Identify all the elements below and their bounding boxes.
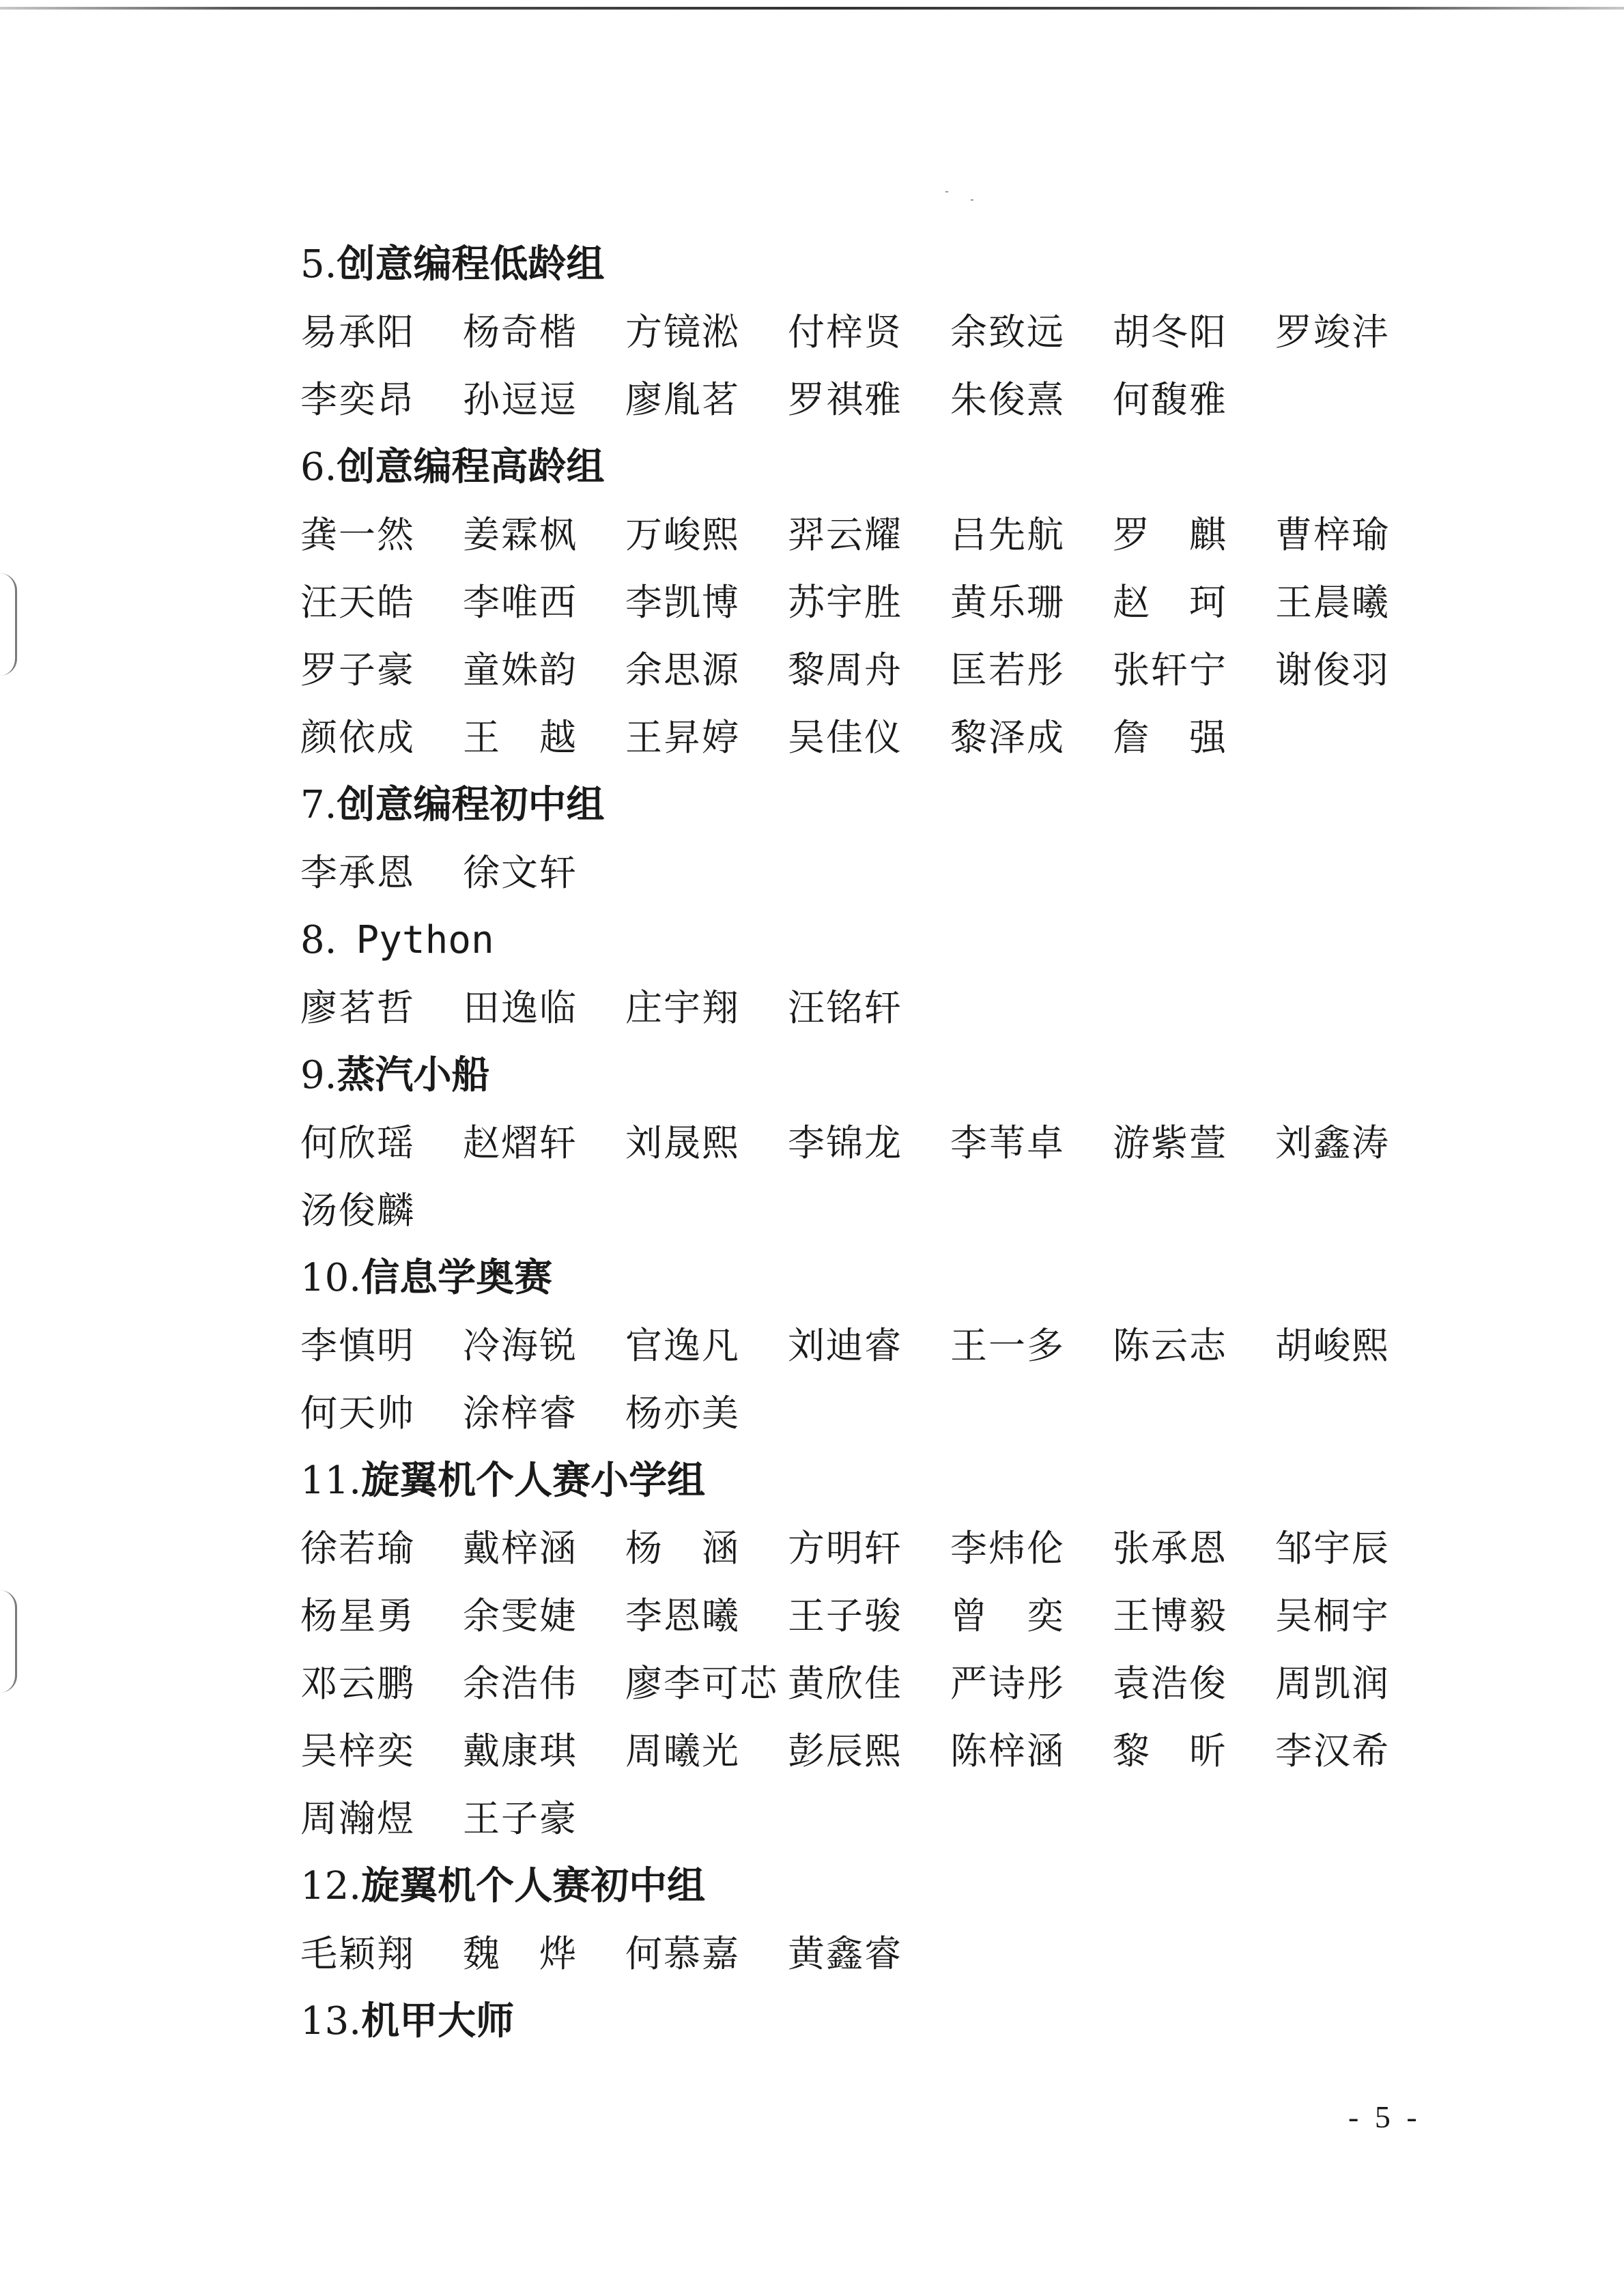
page-number: - 5 -	[1348, 2099, 1421, 2134]
participant-name: 周曦光	[625, 1730, 740, 1773]
name-row	[300, 1391, 1502, 1436]
name-row	[300, 513, 1502, 558]
participant-name: 罗子豪	[300, 648, 415, 691]
participant-name: 何天帅	[300, 1392, 415, 1435]
participant-name: 廖胤茗	[625, 378, 740, 421]
participant-name: 袁浩俊	[1113, 1662, 1227, 1705]
section-number: 8.	[300, 918, 337, 962]
participant-name: 杨亦美	[625, 1392, 740, 1435]
section-heading	[300, 918, 1502, 963]
participant-name: 詹 强	[1113, 716, 1227, 759]
binding-hole-mark-upper	[0, 573, 17, 676]
section-heading	[300, 783, 1502, 828]
participant-name: 严诗彤	[950, 1662, 1065, 1705]
participant-name: 谢俊羽	[1275, 648, 1390, 691]
participant-name: 庄宇翔	[625, 986, 740, 1029]
participant-name: 何慕嘉	[625, 1932, 740, 1975]
participant-name: 王晨曦	[1275, 581, 1390, 624]
participant-name: 何欣瑶	[300, 1121, 415, 1164]
participant-name: 余致远	[950, 311, 1065, 354]
participant-name: 戴康琪	[463, 1730, 578, 1773]
section-heading	[300, 1999, 1502, 2044]
participant-name: 曾 奕	[950, 1594, 1065, 1637]
participant-name: 匡若彤	[950, 648, 1065, 691]
section-heading	[300, 242, 1502, 287]
participant-name: 彭辰熙	[788, 1730, 902, 1773]
section-number: 6.	[300, 445, 337, 489]
participant-name: 廖茗哲	[300, 986, 415, 1029]
section-number: 13.	[300, 1999, 362, 2043]
section-heading	[300, 1053, 1502, 1098]
name-row	[300, 1796, 1502, 1841]
participant-name: 赵 珂	[1113, 581, 1227, 624]
participant-name: 邹宇辰	[1275, 1527, 1390, 1570]
participant-name: 付梓贤	[788, 311, 902, 354]
section-heading	[300, 1459, 1502, 1504]
participant-name: 邓云鹏	[300, 1662, 415, 1705]
section-title: Python	[356, 918, 494, 962]
section-title: 信息学奥赛	[361, 1256, 553, 1300]
participant-name: 李恩曦	[625, 1594, 740, 1637]
participant-name: 李汉希	[1275, 1730, 1390, 1773]
name-row	[300, 377, 1502, 422]
section-title: 创意编程低龄组	[337, 242, 605, 287]
section-number: 11.	[300, 1459, 362, 1503]
participant-name: 羿云耀	[788, 513, 902, 556]
scan-top-edge-line	[0, 7, 1624, 10]
section-heading	[300, 1864, 1502, 1909]
participant-name: 廖李可芯	[625, 1662, 778, 1705]
participant-name: 徐文轩	[463, 851, 578, 894]
participant-name: 黄乐珊	[950, 581, 1065, 624]
name-row	[300, 1526, 1502, 1571]
participant-name: 李锦龙	[788, 1121, 902, 1164]
participant-name: 吴桐宇	[1275, 1594, 1390, 1637]
participant-name: 王昇婷	[625, 716, 740, 759]
participant-name: 余思源	[625, 648, 740, 691]
scan-speck	[971, 199, 973, 201]
participant-name: 李慎明	[300, 1324, 415, 1367]
participant-name: 官逸凡	[625, 1324, 740, 1367]
participant-name: 徐若瑜	[300, 1527, 415, 1570]
participant-name: 刘鑫涛	[1275, 1121, 1390, 1164]
participant-name: 李炜伦	[950, 1527, 1065, 1570]
participant-name: 方明轩	[788, 1527, 902, 1570]
section-title: 旋翼机个人赛小学组	[361, 1459, 706, 1503]
participant-name: 王博毅	[1113, 1594, 1227, 1637]
participant-name: 吴梓奕	[300, 1730, 415, 1773]
participant-name: 孙逗逗	[463, 378, 578, 421]
participant-name: 陈云志	[1113, 1324, 1227, 1367]
section-number: 9.	[300, 1053, 337, 1097]
participant-name: 赵熠轩	[463, 1121, 578, 1164]
participant-name: 苏宇胜	[788, 581, 902, 624]
name-row	[300, 648, 1502, 693]
participant-name: 李承恩	[300, 851, 415, 894]
section-heading	[300, 445, 1502, 490]
participant-name: 余浩伟	[463, 1662, 578, 1705]
participant-name: 陈梓涵	[950, 1730, 1065, 1773]
participant-name: 童姝韵	[463, 648, 578, 691]
name-row	[300, 1188, 1502, 1233]
participant-name: 周瀚煜	[300, 1797, 415, 1840]
section-heading	[300, 1256, 1502, 1301]
participant-name: 杨奇楷	[463, 311, 578, 354]
section-title: 旋翼机个人赛初中组	[361, 1864, 706, 1908]
participant-name: 王子骏	[788, 1594, 902, 1637]
name-row	[300, 1323, 1502, 1368]
participant-name: 黄欣佳	[788, 1662, 902, 1705]
participant-name: 李奕昂	[300, 378, 415, 421]
participant-name: 姜霖枫	[463, 513, 578, 556]
participant-name: 胡峻熙	[1275, 1324, 1390, 1367]
participant-name: 易承阳	[300, 311, 415, 354]
participant-name: 黎泽成	[950, 716, 1065, 759]
participant-name: 王 越	[463, 716, 578, 759]
participant-name: 魏 烨	[463, 1932, 578, 1975]
participant-name: 余雯婕	[463, 1594, 578, 1637]
participant-name: 王一多	[950, 1324, 1065, 1367]
participant-name: 何馥雅	[1113, 378, 1227, 421]
participant-name: 方镜淞	[625, 311, 740, 354]
section-title: 创意编程初中组	[337, 783, 605, 827]
participant-name: 颜依成	[300, 716, 415, 759]
participant-name: 李苇卓	[950, 1121, 1065, 1164]
participant-name: 万峻熙	[625, 513, 740, 556]
participant-name: 龚一然	[300, 513, 415, 556]
section-number: 7.	[300, 783, 337, 827]
section-number: 12.	[300, 1864, 362, 1908]
name-row	[300, 1121, 1502, 1166]
participant-name: 田逸临	[463, 986, 578, 1029]
name-row	[300, 1729, 1502, 1774]
participant-name: 汪天皓	[300, 581, 415, 624]
participant-name: 游紫萱	[1113, 1121, 1227, 1164]
participant-name: 罗 麒	[1113, 513, 1227, 556]
section-title: 创意编程高龄组	[337, 445, 605, 489]
name-row	[300, 1661, 1502, 1706]
participant-name: 杨星勇	[300, 1594, 415, 1637]
participant-name: 黎周舟	[788, 648, 902, 691]
name-row	[300, 850, 1502, 895]
participant-name: 黎 昕	[1113, 1730, 1227, 1773]
scan-speck	[945, 191, 948, 192]
participant-name: 王子豪	[463, 1797, 578, 1840]
participant-name: 吕先航	[950, 513, 1065, 556]
participant-name: 涂梓睿	[463, 1392, 578, 1435]
participant-name: 罗祺雅	[788, 378, 902, 421]
binding-hole-mark-lower	[0, 1590, 17, 1693]
participant-name: 冷海锐	[463, 1324, 578, 1367]
participant-name: 吴佳仪	[788, 716, 902, 759]
participant-name: 李唯西	[463, 581, 578, 624]
participant-name: 张承恩	[1113, 1527, 1227, 1570]
participant-name: 罗竣沣	[1275, 311, 1390, 354]
participant-name: 刘迪睿	[788, 1324, 902, 1367]
participant-name: 张轩宁	[1113, 648, 1227, 691]
participant-name: 黄鑫睿	[788, 1932, 902, 1975]
participant-name: 汤俊麟	[300, 1189, 415, 1232]
participant-name: 周凯润	[1275, 1662, 1390, 1705]
participant-name: 李凯博	[625, 581, 740, 624]
participant-name: 胡冬阳	[1113, 311, 1227, 354]
section-title: 机甲大师	[361, 1999, 515, 2043]
name-row	[300, 986, 1502, 1031]
participant-name: 刘晟熙	[625, 1121, 740, 1164]
document-body	[300, 242, 1502, 2067]
name-row	[300, 715, 1502, 760]
section-title: 蒸汽小船	[337, 1053, 490, 1097]
section-number: 10.	[300, 1256, 362, 1300]
participant-name: 戴梓涵	[463, 1527, 578, 1570]
section-number: 5.	[300, 242, 337, 287]
name-row	[300, 1932, 1502, 1977]
name-row	[300, 310, 1502, 355]
name-row	[300, 1594, 1502, 1639]
participant-name: 汪铭轩	[788, 986, 902, 1029]
participant-name: 朱俊熹	[950, 378, 1065, 421]
name-row	[300, 580, 1502, 625]
participant-name: 曹梓瑜	[1275, 513, 1390, 556]
participant-name: 杨 涵	[625, 1527, 740, 1570]
participant-name: 毛颖翔	[300, 1932, 415, 1975]
